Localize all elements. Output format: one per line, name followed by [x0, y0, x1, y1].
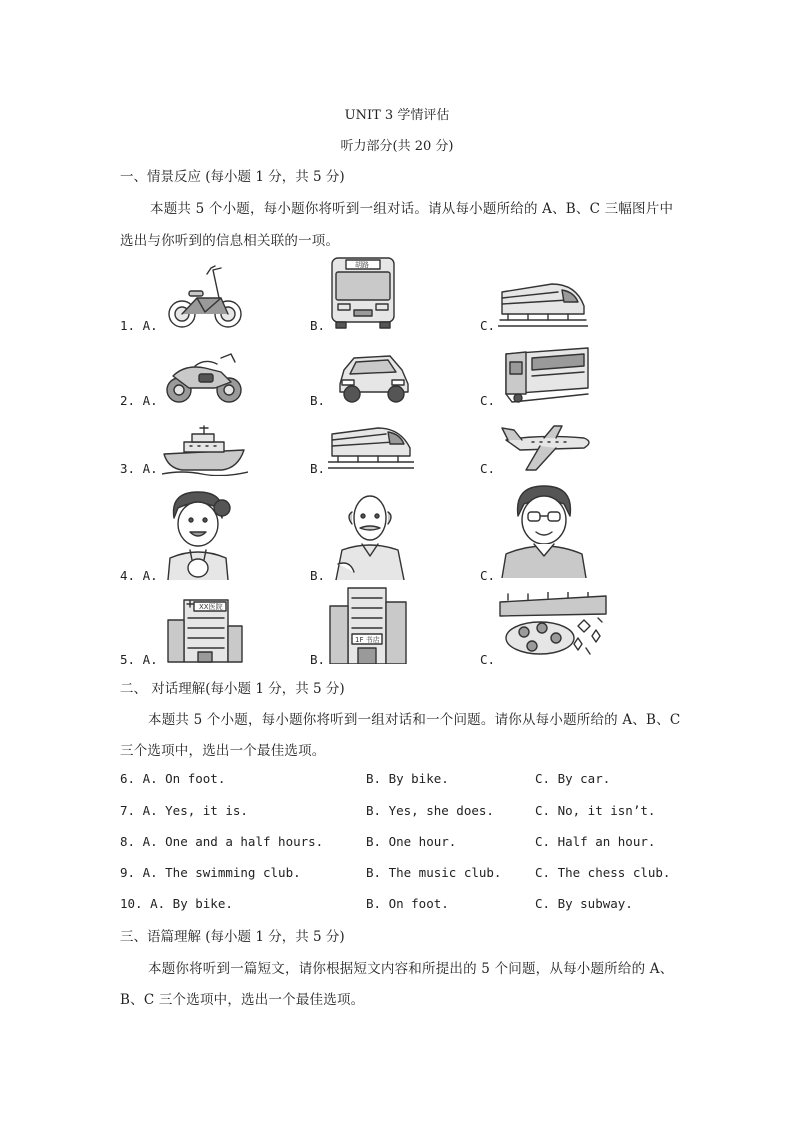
high-speed-train-icon	[498, 278, 588, 330]
bookstore-icon	[328, 586, 408, 664]
section3-instruction-cont: B、C 三个选项中，选出一个最佳选项。	[120, 992, 365, 1008]
bookstore-sign: 1F 书店	[355, 636, 380, 644]
q1-label-a: 1. A.	[120, 318, 158, 333]
section3-instruction: 本题你将听到一篇短文，请你根据短文内容和所提出的 5 个问题，从每小题所给的 A、	[148, 961, 674, 977]
man-with-glasses-icon	[500, 482, 588, 578]
q10-option-a: 10. A. By bike.	[120, 896, 233, 911]
q5-label-b: B.	[310, 652, 326, 667]
q4-label-c: C.	[480, 568, 496, 583]
section1-instruction: 本题共 5 个小题，每小题你将听到一组对话。请从每小题所给的 A、B、C 三幅图片中	[150, 201, 674, 217]
q7-option-b: B. Yes, she does.	[366, 803, 494, 818]
section3-heading: 三、语篇理解 (每小题 1 分，共 5 分)	[120, 929, 345, 945]
section1-heading: 一、情景反应 (每小题 1 分，共 5 分)	[120, 169, 345, 185]
q6-option-c: C. By car.	[535, 771, 611, 786]
q9-option-a: 9. A. The swimming club.	[120, 865, 301, 880]
car-icon	[334, 350, 412, 406]
section2-instruction: 本题共 5 个小题，每小题你将听到一组对话和一个问题。请你从每小题所给的 A、B、C	[148, 712, 681, 728]
q3-label-c: C.	[480, 461, 496, 476]
q9-option-b: B. The music club.	[366, 865, 502, 880]
hospital-sign: XX医院	[199, 603, 223, 611]
q7-option-a: 7. A. Yes, it is.	[120, 803, 248, 818]
airplane-icon	[500, 420, 596, 476]
section1-instruction-cont: 选出与你听到的信息相关联的一项。	[120, 233, 340, 249]
q3-label-a: 3. A.	[120, 461, 158, 476]
q8-option-c: C. Half an hour.	[535, 834, 656, 849]
q4-label-a: 4. A.	[120, 568, 158, 583]
section2-heading: 二、 对话理解(每小题 1 分，共 5 分)	[120, 681, 345, 697]
page-title: UNIT 3 学情评估	[344, 108, 450, 123]
q4-label-b: B.	[310, 568, 326, 583]
q6-option-a: 6. A. On foot.	[120, 771, 226, 786]
old-man-icon	[330, 490, 410, 580]
q2-label-a: 2. A.	[120, 393, 158, 408]
q8-option-b: B. One hour.	[366, 834, 457, 849]
girl-icon	[160, 488, 236, 580]
q5-label-a: 5. A.	[120, 652, 158, 667]
motorbike-icon	[165, 352, 245, 406]
q10-option-c: C. By subway.	[535, 896, 633, 911]
section2-instruction-cont: 三个选项中，选出一个最佳选项。	[120, 743, 326, 759]
q10-option-b: B. On foot.	[366, 896, 449, 911]
high-speed-train-icon	[328, 422, 414, 474]
q7-option-c: C. No, it isn’t.	[535, 803, 656, 818]
q1-label-c: C.	[480, 318, 496, 333]
bicycle-icon	[165, 264, 245, 332]
train-icon	[502, 344, 592, 406]
q9-option-c: C. The chess club.	[535, 865, 671, 880]
q3-label-b: B.	[310, 461, 326, 476]
bus-route-sign: 胡路	[355, 261, 369, 269]
hospital-icon	[166, 596, 244, 664]
q2-label-b: B.	[310, 393, 326, 408]
page-subtitle: 听力部分(共 20 分)	[340, 139, 454, 154]
q1-label-b: B.	[310, 318, 326, 333]
q6-option-b: B. By bike.	[366, 771, 449, 786]
bus-icon	[328, 254, 398, 330]
q2-label-c: C.	[480, 393, 496, 408]
amusement-park-icon	[498, 592, 608, 664]
ship-icon	[162, 424, 248, 476]
q8-option-a: 8. A. One and a half hours.	[120, 834, 324, 849]
q5-label-c: C.	[480, 652, 496, 667]
